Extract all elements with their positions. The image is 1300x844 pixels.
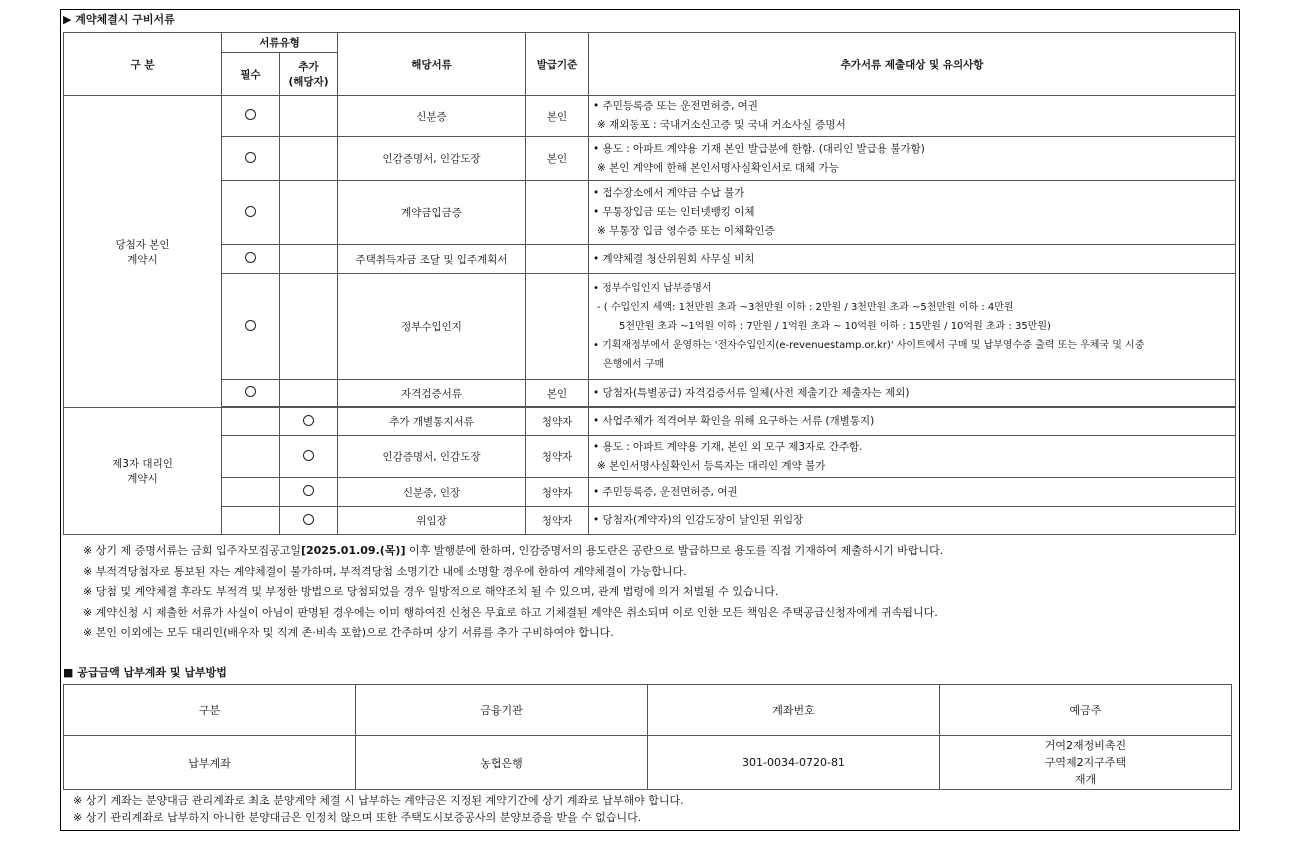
table-row: [64, 478, 1236, 507]
payment-account-table: [63, 684, 1232, 790]
document-name: 정부수입인지: [338, 274, 526, 380]
table-row: [64, 736, 1232, 790]
issuer: [526, 181, 589, 245]
required-mark: [245, 320, 256, 331]
table-row: [64, 96, 1236, 137]
issuer: 청약자: [526, 436, 589, 478]
note-line: ※ 본인 이외에는 모두 대리인(배우자 및 직계 존·비속 포함)으로 간주하며 상기 서류를 추가 구비하여야 합니다.: [83, 626, 614, 639]
header-holder: 예금주: [940, 685, 1232, 736]
required-mark: [245, 206, 256, 217]
note-line: ※ 계약신청 시 제출한 서류가 사실이 아님이 판명된 경우에는 이미 행하여진 신청은 무효로 하고 기체결된 계약은 취소되며 이로 인한 모든 책임은 주택공급신청자에게 귀속됩니다.: [83, 605, 938, 619]
issuer: 청약자: [526, 507, 589, 535]
header-issuer: 발급기준: [526, 33, 589, 96]
header-bank: 금융기관: [356, 685, 648, 736]
issuer: 청약자: [526, 478, 589, 507]
issuer: [526, 245, 589, 274]
required-mark: [245, 109, 256, 120]
issuer: [526, 274, 589, 380]
table-row: [64, 408, 1236, 436]
notes-cell: • 정부수입인지 납부증명서 - ( 수입인지 세액: 1천만원 초과 ~3천만원 이하 : 2만원 / 3천만원 초과 ~5천만원 이하 : 4만원 5천만원 초과 ~1억원 이하 : 7만원 / 1억원 초과 ~ 10억원 이하 : 15만원 / 10억원 초과 : 35만원) • 기획재정부에서 운영하는 '전자수입인지(e-revenuestamp.or.kr)' 사이트에서 구매 및 납부영수증 출력 또는 우체국 및 시중 은행에서 구매: [589, 274, 1236, 380]
group-proxy-contract: 제3자 대리인 계약시: [64, 408, 222, 535]
required-mark: [245, 152, 256, 163]
document-name: 자격검증서류: [338, 380, 526, 407]
table-row: [64, 380, 1236, 407]
notes-cell: • 용도 : 아파트 계약용 기재 본인 발급분에 한함. (대리인 발급용 불가함) ※ 본인 계약에 한해 본인서명사실확인서로 대체 가능: [589, 137, 1236, 181]
notes-cell: • 주민등록증, 운전면허증, 여권: [589, 478, 1236, 507]
account-holder: 거여2재정비촉진 구역제2지구주택 재개: [940, 736, 1232, 790]
notes-cell: • 당첨자(특별공급) 자격검증서류 일체(사전 제출기간 제출자는 제외): [589, 380, 1236, 407]
document-name: 신분증: [338, 96, 526, 137]
additional-mark: [303, 415, 314, 426]
issuer: 본인: [526, 380, 589, 407]
note-line: ※ 당첨 및 계약체결 후라도 부적격 및 부정한 방법으로 당첨되었을 경우 일방적으로 해약조치 될 수 있으며, 관계 법령에 의거 처벌될 수 있습니다.: [83, 585, 779, 598]
payment-type: 납부계좌: [64, 736, 356, 790]
group-self-contract: 당첨자 본인 계약시: [64, 96, 222, 408]
table-row: [64, 274, 1236, 380]
additional-mark: [303, 514, 314, 525]
note-line: ※ 상기 관리계좌로 납부하지 아니한 분양대금은 인정치 않으며 또한 주택도시보증공사의 분양보증을 받을 수 없습니다.: [73, 811, 642, 824]
issuer: 청약자: [526, 408, 589, 436]
note-line: ※ 상기 계좌는 분양대금 관리계좌로 최초 분양계약 체결 시 납부하는 계약금은 지정된 계약기간에 상기 계좌로 납부해야 합니다.: [73, 794, 684, 807]
notes-cell: • 주민등록증 또는 운전면허증, 여권 ※ 재외동포 : 국내거소신고증 및 국내 거소사실 증명서: [589, 96, 1236, 137]
document-name: 인감증명서, 인감도장: [338, 436, 526, 478]
document-name: 계약금입금증: [338, 181, 526, 245]
additional-mark: [303, 450, 314, 461]
document-frame: [60, 9, 1240, 831]
notes-cell: • 계약체결 청산위원회 사무실 비치: [589, 245, 1236, 274]
table-row: [64, 137, 1236, 181]
header-category: 구 분: [64, 33, 222, 96]
required-mark: [245, 386, 256, 397]
note-line: ※ 부적격당첨자로 통보된 자는 계약체결이 불가하며, 부적격당첨 소명기간 내에 소명할 경우에 한하여 계약체결이 가능합니다.: [83, 564, 687, 578]
header-type: 구분: [64, 685, 356, 736]
section-title-payment-account: ■ 공급금액 납부계좌 및 납부방법: [63, 666, 227, 679]
notes-cell: • 접수장소에서 계약금 수납 불가 • 무통장입금 또는 인터넷뱅킹 이체 ※ 무통장 입금 영수증 또는 이체확인증: [589, 181, 1236, 245]
table-row: [64, 245, 1236, 274]
header-doc-type: 서류유형: [222, 33, 338, 53]
document-name: 위임장: [338, 507, 526, 535]
header-additional: 추가 (해당자): [280, 53, 338, 96]
header-account: 계좌번호: [648, 685, 940, 736]
document-name: 주택취득자금 조달 및 입주계획서: [338, 245, 526, 274]
table-row: [64, 507, 1236, 535]
table-header-row: [64, 685, 1232, 736]
contract-notes: [83, 541, 943, 644]
document-name: 추가 개별통지서류: [338, 408, 526, 436]
document-name: 인감증명서, 인감도장: [338, 137, 526, 181]
table-row: [64, 181, 1236, 245]
section-title-contract-docs: ▶ 계약체결시 구비서류: [63, 13, 175, 26]
header-notes: 추가서류 제출대상 및 유의사항: [589, 33, 1236, 96]
notes-cell: • 당첨자(계약자)의 인감도장이 날인된 위임장: [589, 507, 1236, 535]
issuer: 본인: [526, 96, 589, 137]
account-number: 301-0034-0720-81: [648, 736, 940, 790]
document-name: 신분증, 인장: [338, 478, 526, 507]
table-row: [64, 436, 1236, 478]
required-mark: [245, 252, 256, 263]
note-line: ※ 상기 제 증명서류는 금회 입주자모집공고일[2025.01.09.(목)] 이후 발행분에 한하며, 인감증명서의 용도란은 공란으로 발급하므로 용도를 직접 기재하여 제출하시기 바랍니다.: [83, 544, 944, 557]
issuer: 본인: [526, 137, 589, 181]
bank-name: 농협은행: [356, 736, 648, 790]
header-document: 해당서류: [338, 33, 526, 96]
notes-cell: • 용도 : 아파트 계약용 기재, 본인 외 모구 제3자로 간주함. ※ 본인서명사실확인서 등록자는 대리인 계약 불가: [589, 436, 1236, 478]
header-required: 필수: [222, 53, 280, 96]
notes-cell: • 사업주체가 적격여부 확인을 위해 요구하는 서류 (개별통지): [589, 408, 1236, 436]
contract-documents-table: [63, 32, 1236, 535]
payment-notes: [73, 792, 684, 826]
additional-mark: [303, 485, 314, 496]
